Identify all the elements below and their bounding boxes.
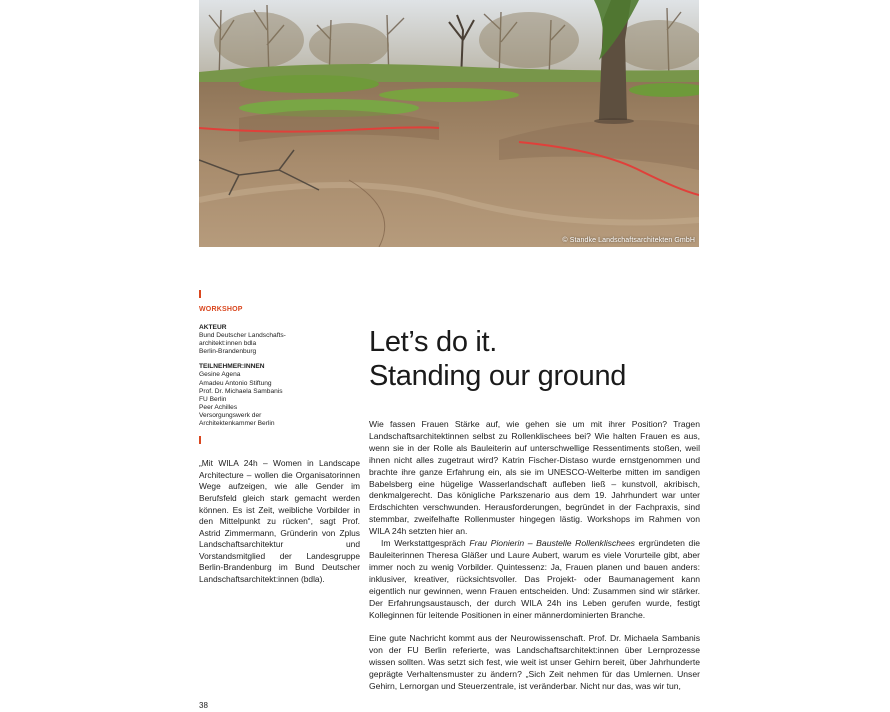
paragraph-3: Eine gute Nachricht kommt aus der Neurowissenschaft. Prof. Dr. Michaela Sambanis von der FU Berlin referierte, was Landschaftsarchitekt:innen über Lernprozesse wissen sollten. Was setzt sich fest, wie weit ist unser Gehirn bereit, über Jahrhunderte geprägte Verhaltensmuster zu ändern? „Sich Zeit nehmen für das Umlernen. Unser Gehirn, Lernorgan und Steuerzentrale, ist veränderbar. Nicht nur das, was wir tun, bbox=[369, 633, 700, 691]
participants-heading: TEILNEHMER:INNEN bbox=[199, 363, 265, 371]
actor-line: Bund Deutscher Landschafts- bbox=[199, 332, 286, 340]
headline-line-2: Standing our ground bbox=[369, 360, 627, 392]
sidebar-column bbox=[199, 290, 359, 586]
participant-line: Gesine Agena bbox=[199, 371, 241, 379]
participant-line: Amadeu Antonio Stiftung bbox=[199, 379, 272, 387]
participant-line: Architektenkammer Berlin bbox=[199, 420, 275, 428]
quote-marker bbox=[199, 436, 201, 444]
paragraph-2-start: Im Werkstattgespräch bbox=[381, 538, 470, 549]
landscape-photo bbox=[199, 0, 699, 247]
article-headline bbox=[369, 325, 699, 393]
pull-quote: „Mit WILA 24h – Women in Landscape Architecture – wollen die Organisatorinnen Wege aufzeigen, wie alle Gender im Berufsfeld gleich stark gemacht werden können. Es ist Zeit, weibliche Vorbilder in den Mittelpunkt zu rücken“, sagt Prof. Astrid Zimmermann, Gründerin von Zplus Landschaftsarchitektur und Vorstandsmitglied der Landesgruppe Berlin-Brandenburg im Bund Deutscher Landschaftsarchitekt:innen (bdla). bbox=[199, 458, 360, 585]
participant-line: Versorgungswerk der bbox=[199, 411, 262, 419]
paragraph-1: Wie fassen Frauen Stärke auf, wie gehen sie um mit ihrer Position? Tragen Landschaftsarchitektinnen selbst zu Rollenklischees bei? Wie halten Frauen es aus, wenn sie in der Rolle als Bauleiterin auf unterschwellige Ressentiments stoßen, weil ihnen nicht alles zugetraut wird? Katrin Fischer-Distaso wurde ernstgenommen und brachte ihre ganze Erfahrung ein, als sie im UNESCO-Welterbe mitten im sandigen Babelsberg eine hügelige Wasserlandschaft aufleben ließ – kunstvoll, akribisch, denkmalgerecht. Das königliche Parkszenario aus dem 19. Jahrhundert war unter Erdschichten verschwunden. Herausforderungen, begründet in der Fachpraxis, sind stemmbar, zweifelhafte Rollenmuster hingegen lästig. Workshops im Rahmen von WILA 24h setzten hier an. bbox=[369, 419, 700, 537]
section-marker bbox=[199, 290, 201, 298]
participant-line: FU Berlin bbox=[199, 395, 227, 403]
article-body bbox=[369, 419, 700, 693]
photo-credit: © Standke Landschaftsarchitekten GmbH bbox=[562, 237, 695, 244]
section-label: WORKSHOP bbox=[199, 306, 243, 313]
participants-block bbox=[199, 363, 359, 428]
park-earthworks-illustration bbox=[199, 0, 699, 247]
actor-line: architekt:innen bdla bbox=[199, 340, 257, 348]
headline-line-1: Let’s do it. bbox=[369, 326, 498, 358]
paragraph-2-rest: ergründeten die Bauleiterinnen Theresa Gläßer und Laure Aubert, warum es viele Vorurteile gibt, aber immer noch zu wenig Vorbilder. Quintessenz: Ja, Frauen planen und bauen anders: inklusiver, kreativer, rücksichtsvoller. Das Projekt- oder Baumanagement kann eigentlich nur gewinnen, wenn Frauen entscheiden. Und: Zusammen sind wir stärker. Der Erfahrungsaustausch, der durch WILA 24h ins Leben gerufen wurde, festigt Kolleginnen für leitende Positionen in einer männerdominierten Branche. bbox=[369, 538, 701, 620]
workshop-title: Frau Pionierin – Baustelle Rollenklischees bbox=[469, 538, 635, 549]
participant-line: Prof. Dr. Michaela Sambanis bbox=[199, 387, 283, 395]
actor-line: Berlin-Brandenburg bbox=[199, 348, 257, 356]
participant-line: Peer Achilles bbox=[199, 403, 238, 411]
actor-block bbox=[199, 324, 359, 356]
actor-heading: AKTEUR bbox=[199, 324, 227, 331]
paragraph-2 bbox=[369, 538, 700, 621]
page-number: 38 bbox=[199, 701, 208, 710]
